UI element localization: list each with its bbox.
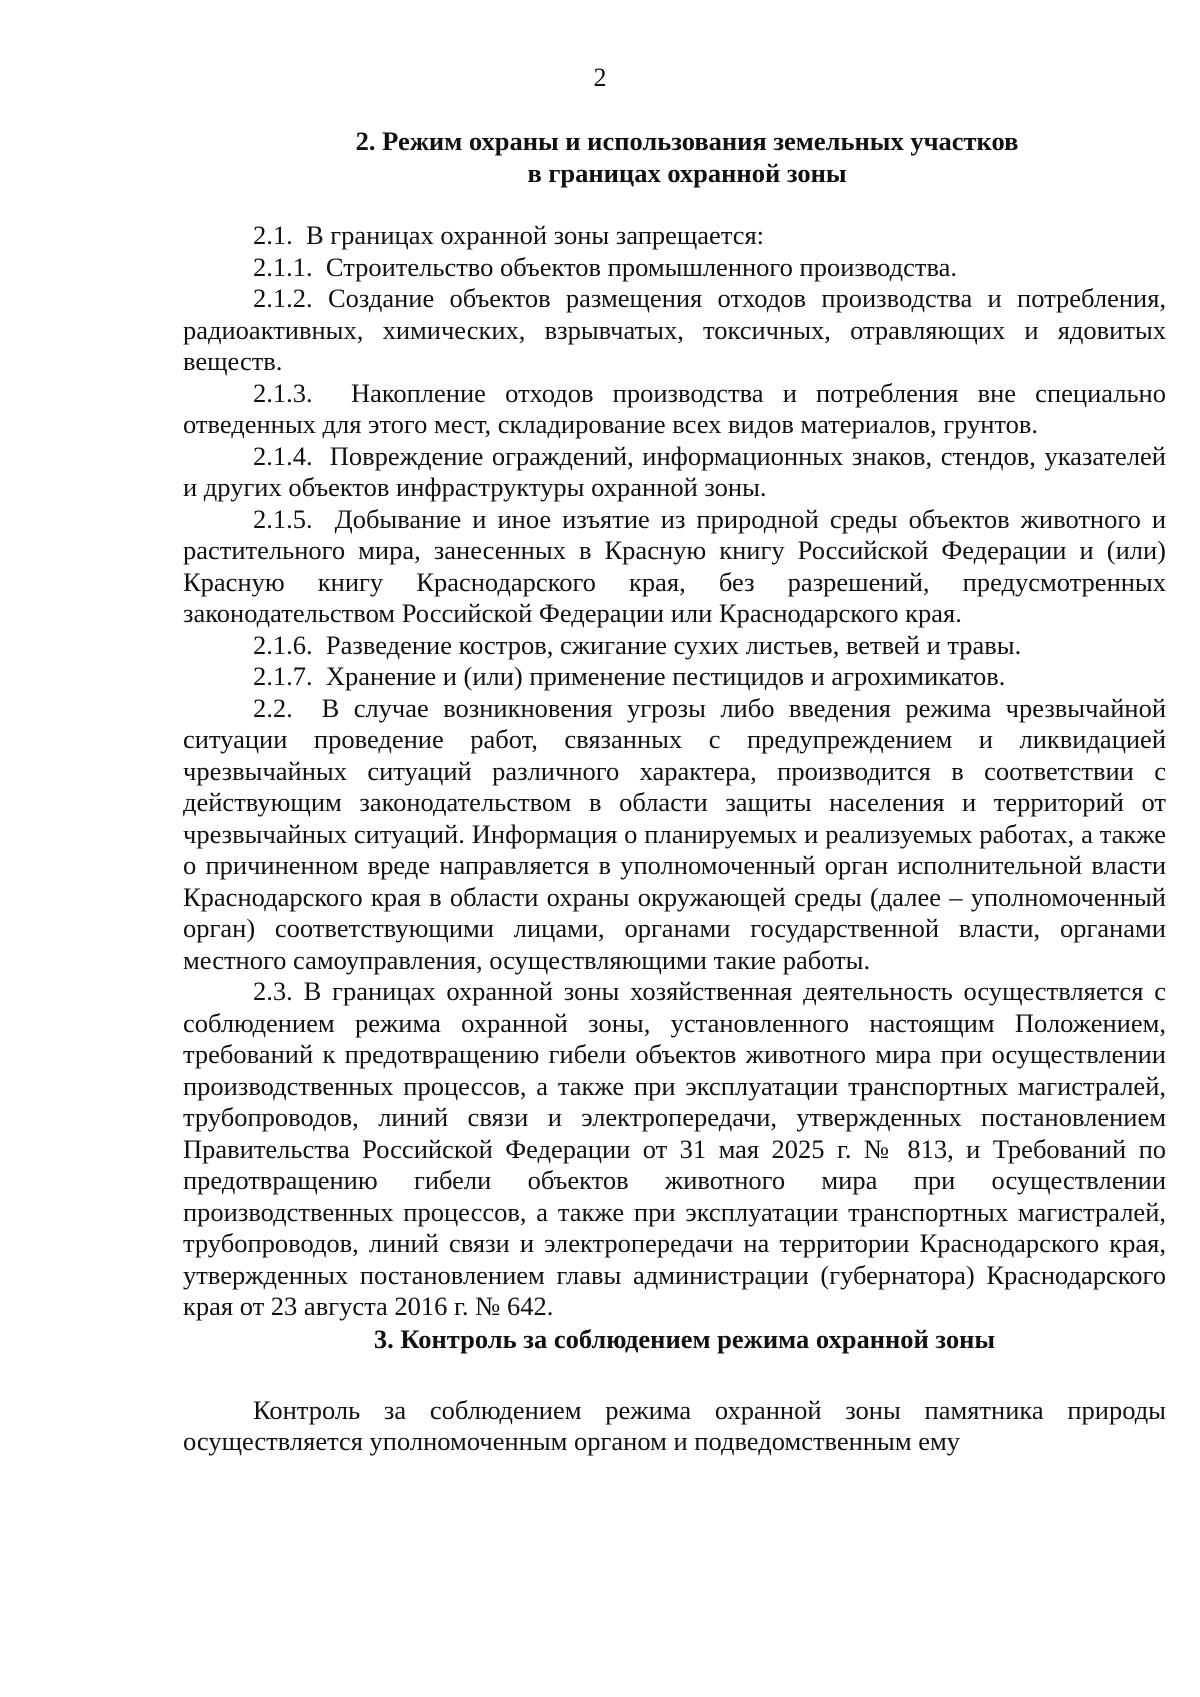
section-3-heading: 3. Контроль за соблюдением режима охранной зоны [373,1323,996,1354]
clause-2-1-6 [183,630,1166,662]
clause-text: В случае возникновения угрозы либо введения режима чрезвычайной ситуации проведение работ, связанных с предупреждением и ликвидацией чрезвычайных ситуаций различного характера, производится в соответствии с действующим законодательством в области защиты населения и территорий от чрезвычайных ситуаций. Информация о планируемых и реализуемых работах, а также о причиненном вреде направляется в уполномоченный орган исполнительной власти Краснодарского края в области охраны окружающей среды (далее – уполномоченный орган) соответствующими лицами, органами государственной власти, органами местного самоуправления, осуществляющими такие работы. [183,692,1166,975]
clause-text: В границах охранной зоны запрещается: [306,220,765,250]
section-2-heading [183,125,1166,189]
clause-number: 2.1.3. [253,377,313,408]
clause-2-1-1 [183,252,1166,284]
clause-2-3 [183,976,1166,1323]
clause-text: Строительство объектов промышленного производства. [325,251,958,282]
clause-number: 2.1.4. [253,440,313,471]
clause-number: 2.1.7. [253,661,313,691]
clause-number: 2.3. [253,976,293,1006]
clause-number: 2.2. [253,692,293,723]
clause-number: 2.1.6. [253,629,313,660]
section-2-heading-line-1: 2. Режим охраны и использования земельных участков [355,126,1019,156]
clause-text: Добывание и иное изъятие из природной среды объектов животного и растительного мира, занесенных в Красную книгу Российской Федерации и (или) Красную книгу Краснодарского края, без разрешений, предусмотренных законодательством Российской Федерации или Краснодарского края. [183,503,1166,628]
clause-number: 2.1.5. [253,503,313,534]
clause-text: Разведение костров, сжигание сухих листьев, ветвей и травы. [325,629,1022,660]
clause-2-1 [183,220,1166,252]
clause-2-1-7 [183,661,1166,693]
clause-number: 2.1.1. [253,251,313,282]
clause-text: Повреждение ограждений, информационных знаков, стендов, указателей и других объектов инфраструктуры охранной зоны. [183,440,1166,502]
clause-2-1-5 [183,504,1166,630]
section-3-paragraph: Контроль за соблюдением режима охранной зоны памятника природы осуществляется уполномоченным органом и подведомственным ему [183,1394,1166,1456]
section-3-body [183,1395,1166,1458]
page-number: 2 [593,63,607,92]
clause-2-1-3 [183,378,1166,441]
clause-number: 2.1. [253,220,293,250]
clause-text: Хранение и (или) применение пестицидов и агрохимикатов. [325,661,1006,691]
document-body [183,125,1166,1458]
section-2-body [183,220,1166,1323]
clause-2-1-4 [183,441,1166,504]
clause-text: Накопление отходов производства и потребления вне специально отведенных для этого мест, складирование всех видов материалов, грунтов. [183,377,1166,439]
clause-2-1-2 [183,283,1166,378]
clause-2-2 [183,693,1166,977]
section-2-heading-line-2: в границах охранной зоны [527,158,847,188]
clause-number: 2.1.2. [253,283,313,313]
clause-text: Создание объектов размещения отходов производства и потребления, радиоактивных, химических, взрывчатых, токсичных, отравляющих и ядовитых веществ. [183,283,1167,376]
clause-text: В границах охранной зоны хозяйственная деятельность осуществляется с соблюдением режима охранной зоны, установленного настоящим Положением, требований к предотвращению гибели объектов животного мира при осуществлении производственных процессов, а также при эксплуатации транспортных магистралей, трубопроводов, линий связи и электропередачи, утвержденных постановлением Правительства Российской Федерации от 31 мая 2025 г. № 813, и Требований по предотвращению гибели объектов животного мира при осуществлении производственных процессов, а также при эксплуатации транспортных магистралей, трубопроводов, линий связи и электропередачи на территории Краснодарского края, утвержденных постановлением главы администрации (губернатора) Краснодарского края от 23 августа 2016 г. № 642. [183,976,1167,1321]
